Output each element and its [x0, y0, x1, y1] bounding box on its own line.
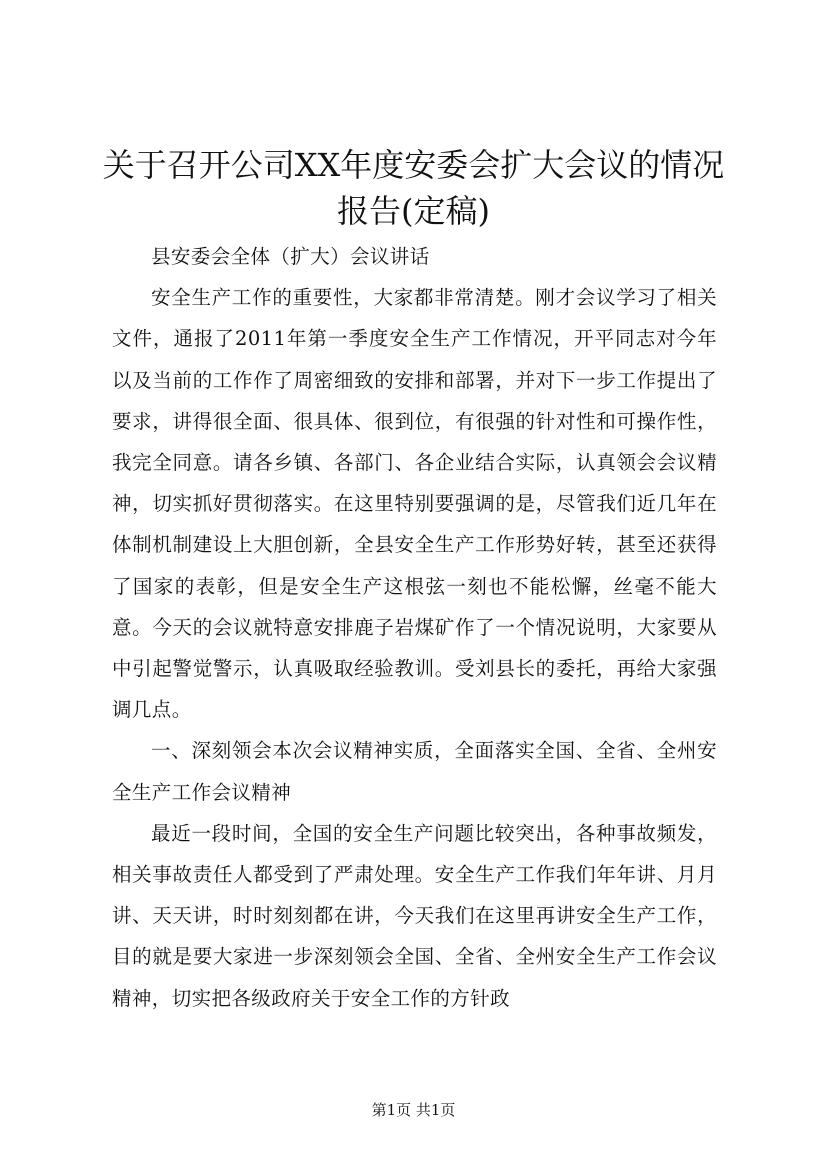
page-footer: 第1页 共1页 [371, 1101, 456, 1119]
subtitle-paragraph: 县安委会全体（扩大）会议讲话 [151, 245, 430, 268]
body-paragraph: 安全生产工作的重要性，大家都非常清楚。刚才会议学习了相关文件，通报了2011年第一季度安全生产工作情况，开平同志对今年以及当前的工作作了周密细致的安排和部署，并对下一步工作提出了要求，讲得很全面、很具体、很到位，有很强的针对性和可操作性，我完全同意。请各乡镇、各部门、各企业结合实际，认真领会会议精神，切实抓好贯彻落实。在这里特别要强调的是，尽管我们近几年在体制机制建设上大胆创新，全县安全生产工作形势好转，甚至还获得了国家的表彰，但是安全生产这根弦一刻也不能松懈，丝毫不能大意。今天的会议就特意安排鹿子岩煤矿作了一个情况说明，大家要从中引起警觉警示，认真吸取经验教训。受刘县长的委托，再给大家强调几点。 [112, 286, 717, 722]
document-body [112, 236, 717, 1019]
section-heading-paragraph: 一、深刻领会本次会议精神实质，全面落实全国、全省、全州安全生产工作会议精神 [112, 739, 717, 804]
body-paragraph: 最近一段时间，全国的安全生产问题比较突出，各种事故频发，相关事故责任人都受到了严肃处理。安全生产工作我们年年讲、月月讲、天天讲，时时刻刻都在讲，今天我们在这里再讲安全生产工作，目的就是要大家进一步深刻领会全国、全省、全州安全生产工作会议精神，切实把各级政府关于安全工作的方针政 [112, 821, 717, 1010]
document-title: 关于召开公司XX年度安委会扩大会议的情况报告(定稿) [102, 146, 725, 230]
